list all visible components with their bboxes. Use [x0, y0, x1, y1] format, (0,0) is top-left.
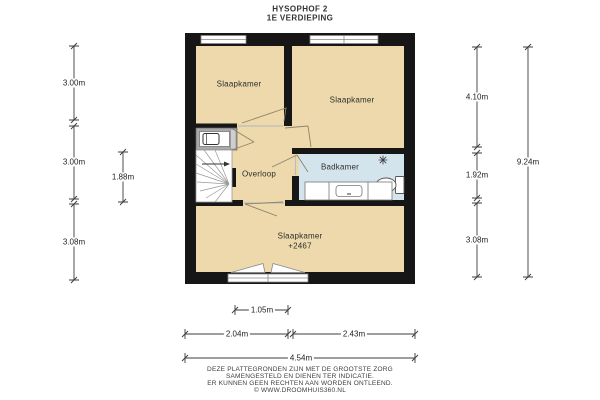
washing-machine-icon	[203, 134, 219, 145]
stairs-icon	[196, 150, 232, 202]
page-subtitle: 1E VERDIEPING	[266, 13, 334, 23]
dim-right-top: 4.10m	[465, 92, 489, 102]
room-label-bedroom-top-left: Slaapkamer	[216, 79, 262, 89]
dim-left-top: 3.00m	[62, 78, 86, 88]
vanity	[305, 182, 392, 200]
room-elevation-bedroom-bottom: +2467	[288, 241, 312, 251]
shower-head-icon	[379, 156, 388, 165]
dim-bottom-left: 2.04m	[225, 329, 249, 339]
footer-line-2: SAMENGESTELD EN DIENEN TER INDICATIE.	[225, 373, 375, 380]
dim-bottom-right: 2.43m	[342, 329, 366, 339]
window-top-right-icon	[310, 36, 378, 44]
dim-right-total: 9.24m	[516, 157, 540, 167]
dim-left-middle: 3.00m	[62, 157, 86, 167]
dim-bottom-total: 4.54m	[289, 353, 313, 363]
window-top-left-icon	[201, 36, 246, 44]
room-label-bathroom: Badkamer	[320, 162, 360, 172]
room-label-landing: Overloop	[241, 169, 277, 179]
dim-left-bottom: 3.08m	[62, 237, 86, 247]
dim-window-width: 1.05m	[250, 305, 274, 315]
room-label-bedroom-top-right: Slaapkamer	[329, 95, 375, 105]
page-title: HYSOPHOF 2	[272, 4, 328, 14]
footer-disclaimer	[0, 366, 600, 394]
dim-right-bottom: 3.08m	[465, 235, 489, 245]
footer-line-3: ER KUNNEN GEEN RECHTEN AAN WORDEN ONTLEEND.	[207, 380, 393, 387]
room-label-bedroom-bottom: Slaapkamer	[277, 231, 323, 241]
dim-stairs-width: 1.88m	[111, 172, 135, 182]
footer-line-1: DEZE PLATTEGRONDEN ZIJN MET DE GROOTSTE ZORG	[207, 366, 393, 373]
closet	[196, 128, 237, 150]
footer-line-4: © WWW.DROOMHUIS360.NL	[253, 387, 347, 394]
sink-icon	[336, 186, 362, 197]
dim-right-middle: 1.92m	[465, 170, 489, 180]
